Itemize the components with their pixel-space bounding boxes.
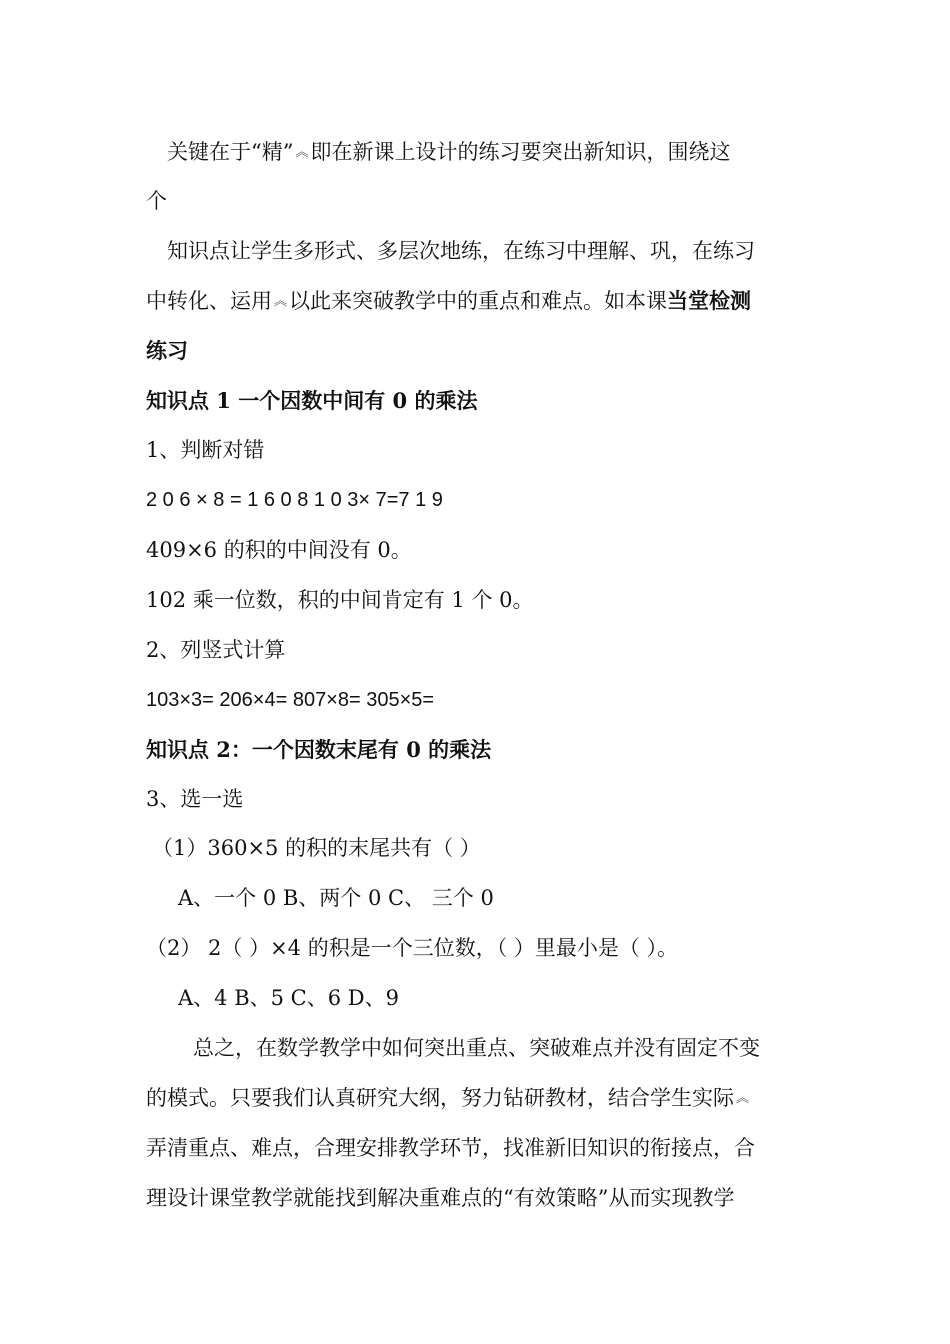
text-span: 以此来突破教学中的重点和难点。如本课	[289, 289, 668, 313]
double-chevron-up-icon: ︽	[274, 294, 288, 309]
question-3-part-2: （2） 2（ ）×4 的积是一个三位数，（ ）里最小是（ ）。	[146, 936, 679, 960]
section-1-heading: 知识点 1 一个因数中间有 0 的乘法	[146, 388, 478, 413]
text-span: 中转化、运用	[146, 289, 272, 313]
paragraph-2-line-2	[146, 287, 751, 316]
text-span: 知识点让学生多形式、多层次地练，在练习中理解、巩，在练习	[167, 239, 755, 263]
paragraph-1-line-1	[167, 138, 731, 167]
section-2-heading: 知识点 2：一个因数末尾有 0 的乘法	[146, 737, 492, 762]
question-1-title: 1、判断对错	[146, 438, 265, 462]
question-1-item-2: 409×6 的积的中间没有 0。	[146, 538, 412, 562]
question-3-part-2-options: A、4 B、5 C、6 D、9	[178, 986, 399, 1010]
text-span: 个	[146, 189, 167, 213]
bold-text: 当堂检测	[667, 288, 752, 313]
double-chevron-up-icon: ︽	[295, 145, 309, 160]
question-2-title: 2、列竖式计算	[146, 638, 286, 662]
double-chevron-up-icon: ︽	[736, 1091, 750, 1106]
bold-text: 练习	[146, 338, 188, 363]
paragraph-2-line-1	[167, 237, 755, 265]
question-2-item-1: 103×3= 206×4= 807×8= 305×5=	[146, 689, 435, 711]
paragraph-1-line-2	[146, 187, 167, 215]
conclusion-line-3: 弄清重点、难点，合理安排教学环节，找准新旧知识的衔接点，合	[146, 1136, 755, 1160]
question-1-item-3: 102 乘一位数，积的中间肯定有 1 个 0。	[146, 588, 534, 612]
text-span: 即在新课上设计的练习要突出新知识，围绕这	[310, 140, 731, 164]
question-3-title: 3、选一选	[146, 787, 244, 811]
conclusion-line-1: 总之，在数学教学中如何突出重点、突破难点并没有固定不变	[193, 1036, 760, 1060]
question-3-part-1: （1）360×5 的积的末尾共有（ ）	[152, 836, 481, 860]
conclusion-line-4: 理设计课堂教学就能找到解决重难点的“有效策略”从而实现教学	[146, 1186, 735, 1210]
conclusion-line-2	[146, 1084, 751, 1113]
question-1-item-1: 2 0 6 × 8 = 1 6 0 8 1 0 3× 7=7 1 9	[146, 489, 443, 511]
text-span: 的模式。只要我们认真研究大纲，努力钻研教材，结合学生实际	[146, 1086, 734, 1110]
text-span: 关键在于“精”	[167, 140, 294, 164]
question-3-part-1-options: A、一个 0 B、两个 0 C、 三个 0	[178, 886, 494, 910]
paragraph-2-line-3	[146, 337, 188, 365]
